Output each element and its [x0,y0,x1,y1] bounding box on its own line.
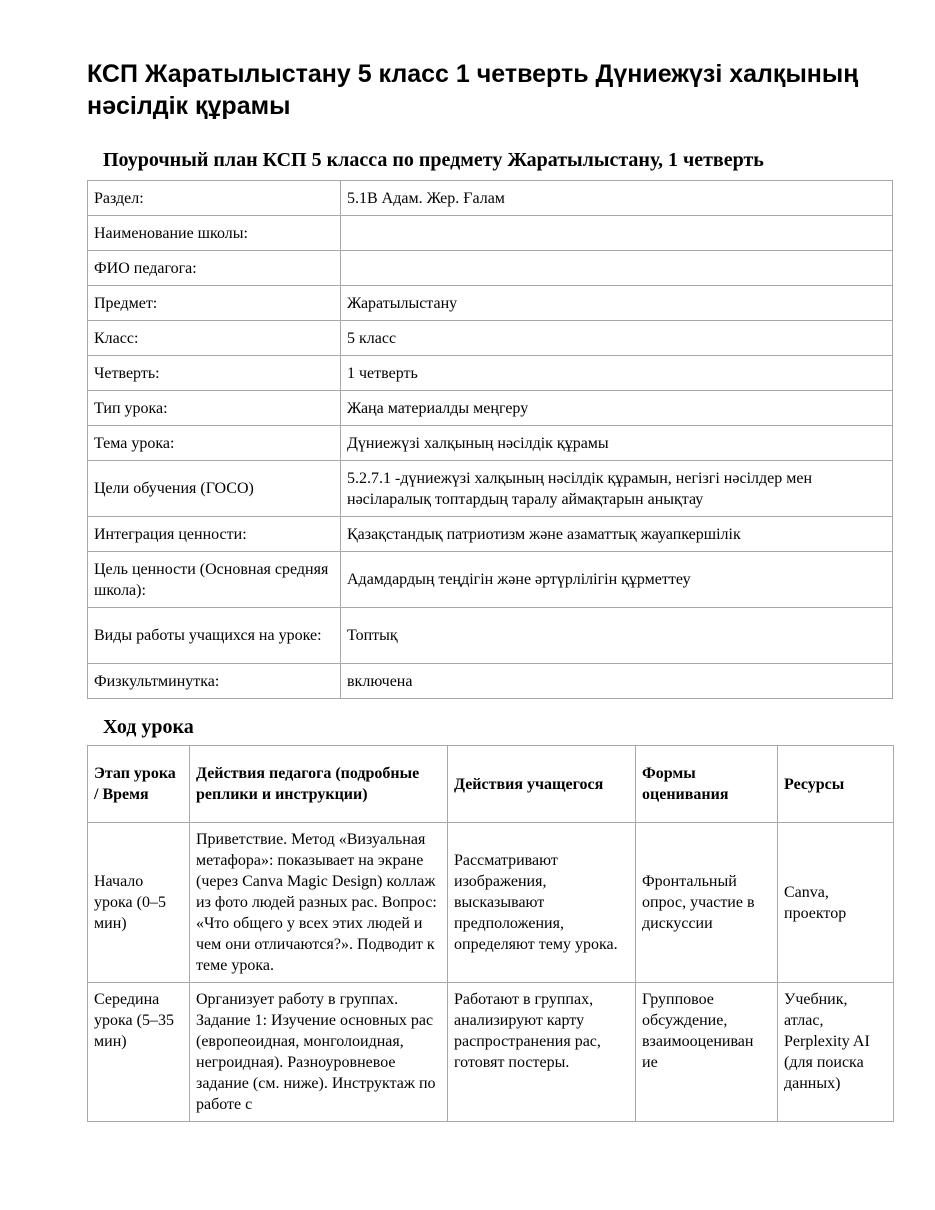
info-value: включена [341,664,893,699]
info-label: Физкультминутка: [88,664,341,699]
column-header-students: Действия учащегося [448,746,636,823]
info-label: ФИО педагога: [88,251,341,286]
table-row [88,983,894,1122]
info-value: Жаратылыстану [341,286,893,321]
table-header-row [88,746,894,823]
course-heading: Ход урока [103,716,194,738]
lesson-course-table [87,745,894,1122]
stage-cell: Середина урока (5–35 мин) [88,983,190,1122]
info-value: Адамдардың теңдігін және әртүрлілігін құрметтеу [341,552,893,608]
table-row [88,461,893,517]
table-row [88,426,893,461]
page-title: КСП Жаратылыстану 5 класс 1 четверть Дүниежүзі халқының нәсілдік құрамы [87,60,859,120]
stage-cell: Начало урока (0–5 мин) [88,823,190,983]
resources-cell: Учебник, атлас, Perplexity AI (для поиска данных) [778,983,894,1122]
lesson-info-table [87,180,893,699]
info-label: Класс: [88,321,341,356]
info-label: Тема урока: [88,426,341,461]
info-label: Цель ценности (Основная средняя школа): [88,552,341,608]
document-page [87,58,893,1122]
info-value: Топтық [341,608,893,664]
column-header-assessment: Формы оценивания [636,746,778,823]
info-label: Интеграция ценности: [88,517,341,552]
table-row [88,251,893,286]
plan-heading: Поурочный план КСП 5 класса по предмету Жаратылыстану, 1 четверть [103,149,764,171]
table-row [88,391,893,426]
teacher-actions-cell: Приветствие. Метод «Визуальная метафора»: показывает на экране (через Canva Magic Design) коллаж из фото людей разных рас. Вопрос: «Что общего у всех этих людей и чем они отличаются?». Подводит к теме урока. [190,823,448,983]
info-value: 5 класс [341,321,893,356]
table-row [88,552,893,608]
column-header-stage: Этап урока / Время [88,746,190,823]
table-row [88,216,893,251]
table-row [88,181,893,216]
info-value: 5.1В Адам. Жер. Ғалам [341,181,893,216]
resources-cell: Canva, проектор [778,823,894,983]
info-value [341,251,893,286]
table-row [88,517,893,552]
table-row [88,286,893,321]
table-row [88,321,893,356]
info-label: Раздел: [88,181,341,216]
info-value: 1 четверть [341,356,893,391]
info-value: Дүниежүзі халқының нәсілдік құрамы [341,426,893,461]
info-value: Қазақстандық патриотизм және азаматтық жауапкершілік [341,517,893,552]
table-row [88,664,893,699]
info-value: 5.2.7.1 -дүниежүзі халқының нәсілдік құрамын, негізгі нәсілдер мен нәсіларалық топтардың таралу аймақтарын анықтау [341,461,893,517]
table-row [88,356,893,391]
info-label: Четверть: [88,356,341,391]
table-row [88,608,893,664]
assessment-cell: Групповое обсуждение, взаимооцениван ие [636,983,778,1122]
column-header-teacher: Действия педагога (подробные реплики и инструкции) [190,746,448,823]
info-label: Наименование школы: [88,216,341,251]
info-label: Цели обучения (ГОСО) [88,461,341,517]
info-value [341,216,893,251]
teacher-actions-cell: Организует работу в группах. Задание 1: Изучение основных рас (европеоидная, монголоидная, негроидная). Разноуровневое задание (см. ниже). Инструктаж по работе с [190,983,448,1122]
table-row [88,823,894,983]
info-label: Виды работы учащихся на уроке: [88,608,341,664]
student-actions-cell: Рассматривают изображения, высказывают предположения, определяют тему урока. [448,823,636,983]
student-actions-cell: Работают в группах, анализируют карту распространения рас, готовят постеры. [448,983,636,1122]
info-value: Жаңа материалды меңгеру [341,391,893,426]
assessment-cell: Фронтальный опрос, участие в дискуссии [636,823,778,983]
column-header-resources: Ресурсы [778,746,894,823]
info-label: Предмет: [88,286,341,321]
info-label: Тип урока: [88,391,341,426]
